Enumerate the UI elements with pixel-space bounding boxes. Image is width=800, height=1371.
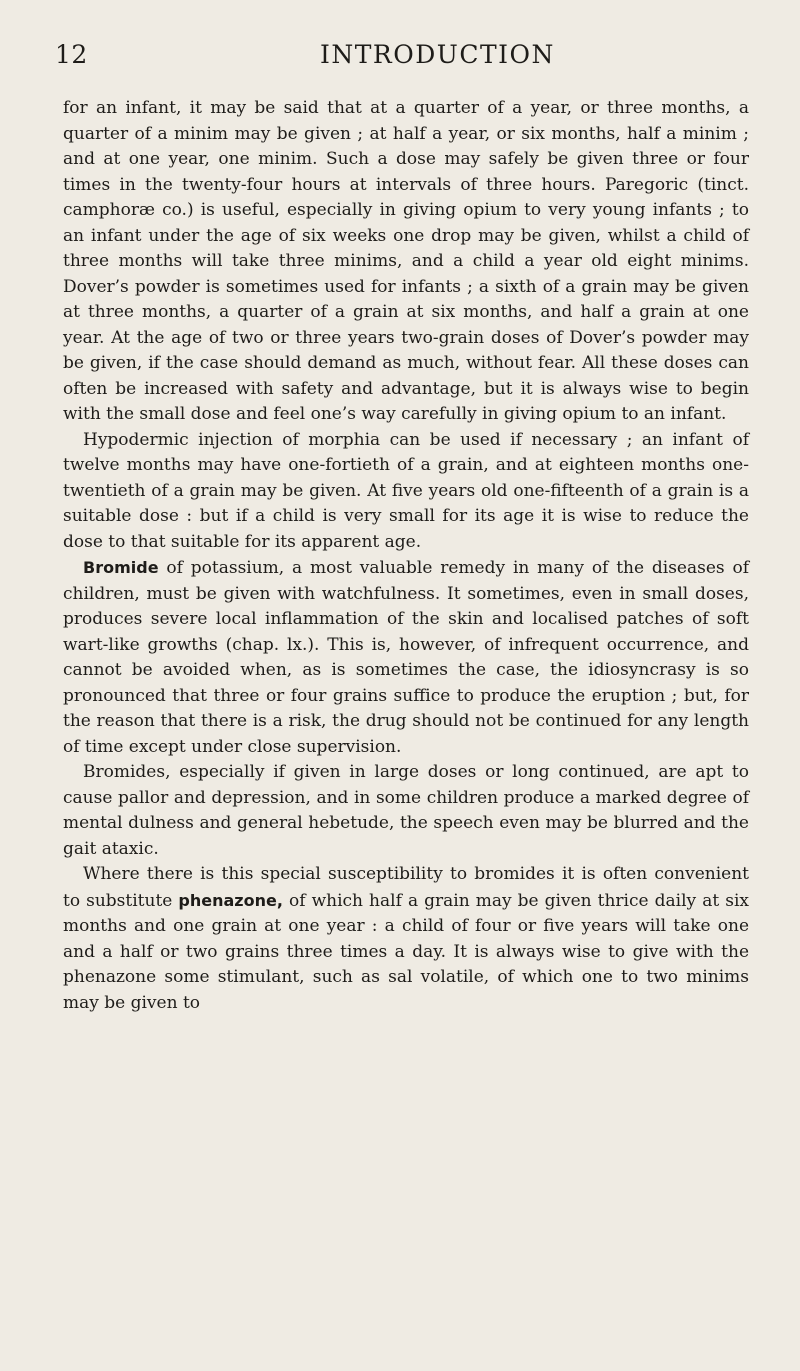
paragraph-morphia [63,428,749,556]
bold-keyword: phenazone, [178,890,283,910]
paragraph-bromides-effects [63,760,749,862]
section-title: INTRODUCTION [320,40,555,69]
running-head [55,40,755,80]
paragraph-text: of which half a grain may be given thrice daily at six months and one grain at one year : a child of four or five years will take one and a half or two grains three times a day. It is always wise to give with the phenazone some stimulant, such as sal volatile, of which one to two minims may be given to [63,890,749,1013]
paragraph-text: Bromides, especially if given in large doses or long continued, are apt to cause pallor and depression, and in some children produce a marked degree of mental dulness and general hebetude, the speech even may be blurred and the gait ataxic. [63,762,749,859]
paragraph-text: for an infant, it may be said that at a quarter of a year, or three months, a quarter of a minim may be given ; at half a year, or six months, half a minim ; and at one year, one minim. Such a dose may safely be given three or four times in the twenty-four hours at intervals of three hours. Paregoric (tinct. camphoræ co.) is useful, especially in giving opium to very young infants ; to an infant under the age of six weeks one drop may be given, whilst a child of three months will take three minims, and a child a year old eight minims. Dover’s powder is sometimes used for infants ; a sixth of a grain may be given at three months, a quarter of a grain at six months, and half a grain at one year. At the age of two or three years two-grain doses of Dover’s powder may be given, if the case should demand as much, without fear. All these doses can often be increased with safety and advantage, but it is always wise to begin with the small dose and feel one’s way carefully in giving opium to an infant. [63,98,749,424]
paragraph-opium-doses [63,96,749,428]
page-number: 12 [55,40,88,69]
paragraph-phenazone [63,862,749,1016]
bold-keyword: Bromide [83,558,159,577]
paragraph-text: Hypodermic injection of morphia can be used if necessary ; an infant of twelve months may have one-fortieth of a grain, and at eighteen months one-twentieth of a grain may be given. At five years old one-fifteenth of a grain is a suitable dose : but if a child is very small for its age it is wise to reduce the dose to that suitable for its apparent age. [63,429,749,552]
paragraph-bromide [63,555,749,760]
body-text [63,96,749,1016]
paragraph-text: Where there is this special susceptibility to bromides it is often convenient to substitute [63,864,749,911]
paragraph-text: of potassium, a most valuable remedy in many of the diseases of children, must be given with watchfulness. It sometimes, even in small doses, produces severe local inflammation of the skin and localised patches of soft wart-like growths (chap. lx.). This is, however, of infrequent occurrence, and cannot be avoided when, as is sometimes the case, the idiosyncrasy is so pronounced that three or four grains suffice to produce the eruption ; but, for the reason that there is a risk, the drug should not be continued for any length of time except under close supervision. [63,558,749,757]
